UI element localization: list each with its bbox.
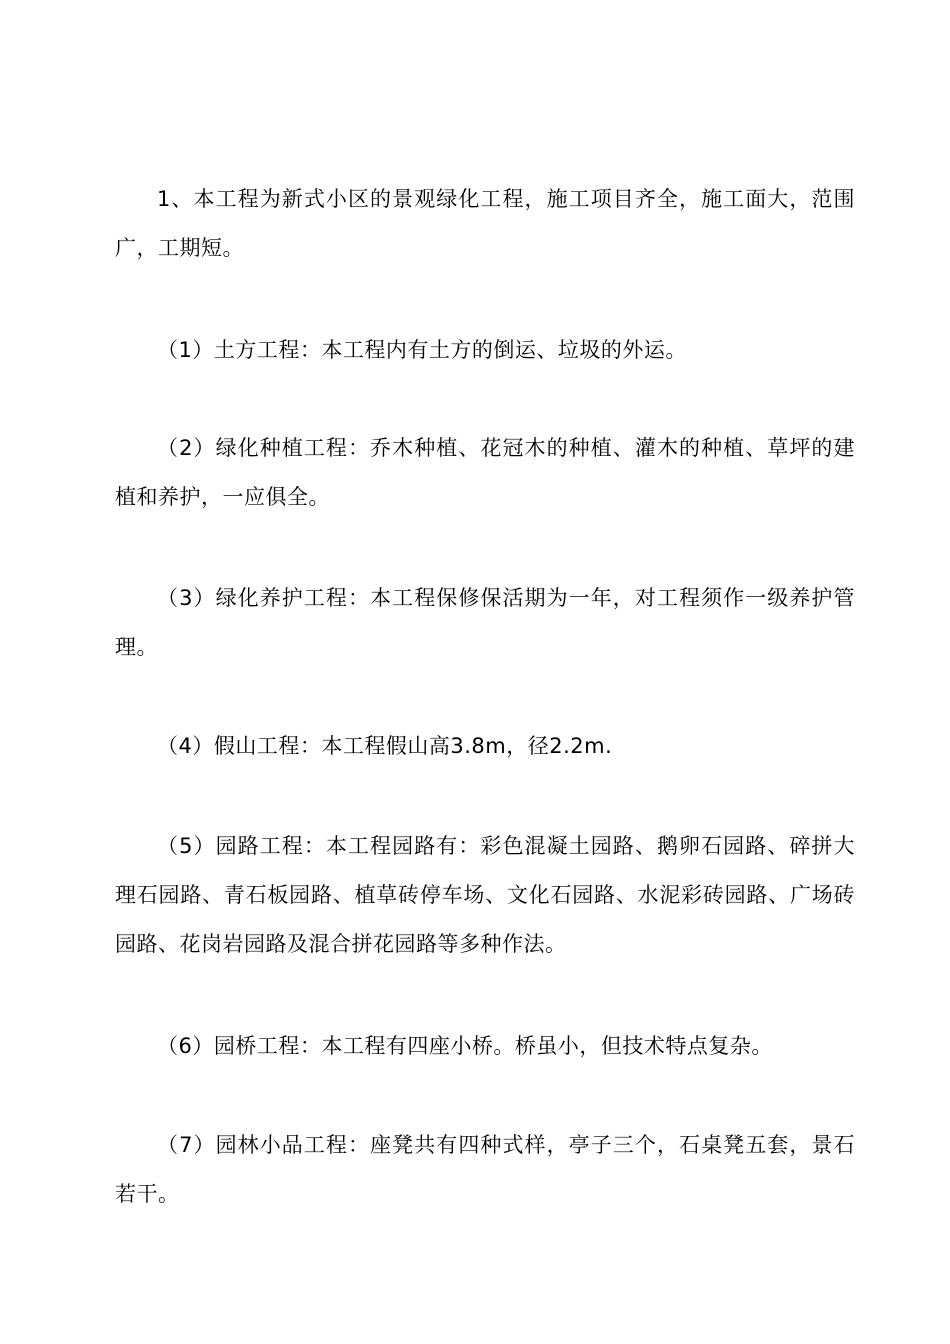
paragraph-project-overview: 1、本工程为新式小区的景观绿化工程，施工项目齐全，施工面大，范围广，工期短。 <box>115 187 855 260</box>
paragraph-garden-bridges: （6）园桥工程：本工程有四座小桥。桥虽小，但技术特点复杂。 <box>157 1034 773 1058</box>
paragraph-garden-features: （7）园林小品工程：座凳共有四种式样，亭子三个，石桌凳五套，景石若干。 <box>115 1133 855 1206</box>
paragraph-planting: （2）绿化种植工程：乔木种植、花冠木的种植、灌木的种植、草坪的建植和养护，一应俱全。 <box>115 436 855 509</box>
paragraph-garden-paths: （5）园路工程：本工程园路有：彩色混凝土园路、鹅卵石园路、碎拼大理石园路、青石板园路、植草砖停车场、文化石园路、水泥彩砖园路、广场砖园路、花岗岩园路及混合拼花园路等多种作法。 <box>115 834 855 956</box>
paragraph-maintenance: （3）绿化养护工程：本工程保修保活期为一年，对工程须作一级养护管理。 <box>115 586 855 659</box>
paragraph-rockery: （4）假山工程：本工程假山高3.8m，径2.2m. <box>157 734 613 758</box>
paragraph-earthwork: （1）土方工程：本工程内有土方的倒运、垃圾的外运。 <box>157 338 687 362</box>
